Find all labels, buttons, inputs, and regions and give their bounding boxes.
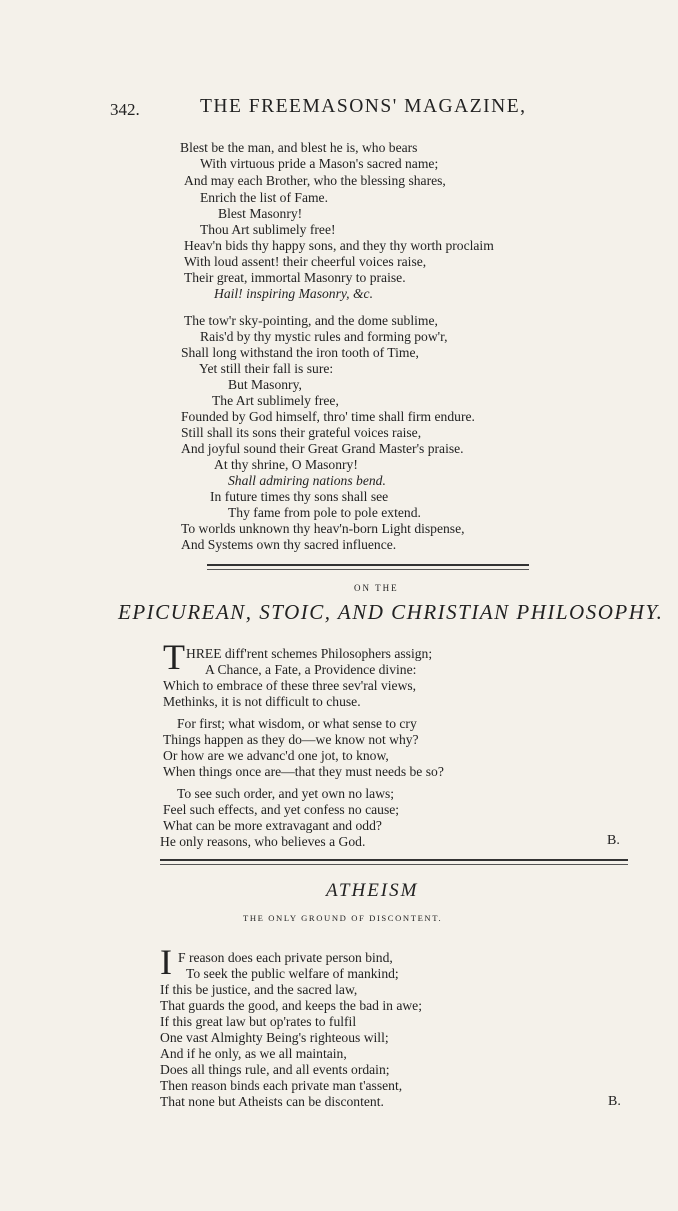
poem-line: But Masonry,: [228, 377, 302, 392]
verse-line: Methinks, it is not difficult to chuse.: [163, 694, 361, 709]
verse-line: To seek the public welfare of mankind;: [186, 966, 399, 981]
page-number: 342.: [110, 100, 140, 119]
poem-line: The tow'r sky-pointing, and the dome sublime,: [184, 313, 438, 328]
drop-cap: I: [160, 942, 172, 982]
poem-line: Their great, immortal Masonry to praise.: [184, 270, 406, 285]
poem-line: Founded by God himself, thro' time shall firm endure.: [181, 409, 475, 424]
verse-line: Does all things rule, and all events ordain;: [160, 1062, 390, 1077]
author-signature: B.: [608, 1094, 621, 1109]
section-divider: [160, 859, 628, 861]
poem-line: Heav'n bids thy happy sons, and they thy worth proclaim: [184, 238, 494, 253]
verse-line: To see such order, and yet own no laws;: [177, 786, 395, 801]
poem-line: Blest be the man, and blest he is, who bears: [180, 140, 418, 155]
verse-line: A Chance, a Fate, a Providence divine:: [205, 662, 417, 677]
article-kicker: ON THE: [354, 583, 399, 593]
poem-line: With loud assent! their cheerful voices raise,: [184, 254, 427, 269]
poem-refrain: Hail! inspiring Masonry, &c.: [214, 286, 373, 301]
poem-line: The Art sublimely free,: [212, 393, 339, 408]
verse-line: That none but Atheists can be discontent.: [160, 1094, 384, 1109]
verse-line: Things happen as they do—we know not why?: [163, 732, 419, 747]
verse-line: Feel such effects, and yet confess no cause;: [163, 802, 400, 817]
verse-line: Or how are we advanc'd one jot, to know,: [163, 748, 389, 763]
section-divider: [207, 569, 529, 570]
running-head: [0, 94, 678, 120]
verse-line: For first; what wisdom, or what sense to cry: [177, 716, 417, 731]
poem-line: To worlds unknown thy heav'n-born Light dispense,: [181, 521, 465, 536]
poem-line: Still shall its sons their grateful voices raise,: [181, 425, 422, 440]
poem-line: Yet still their fall is sure:: [199, 361, 334, 376]
verse-line: Which to embrace of these three sev'ral views,: [163, 678, 417, 693]
verse-line: If this great law but op'rates to fulfil: [160, 1014, 357, 1029]
article-subtitle: THE ONLY GROUND OF DISCONTENT.: [243, 913, 443, 923]
section-divider: [207, 564, 529, 566]
verse-line: One vast Almighty Being's righteous will;: [160, 1030, 389, 1045]
poem-line: And may each Brother, who the blessing shares,: [184, 173, 446, 188]
poem-line: With virtuous pride a Mason's sacred name;: [200, 156, 439, 171]
poem-line: Shall admiring nations bend.: [228, 473, 386, 488]
verse-line: When things once are—that they must needs be so?: [163, 764, 444, 779]
poem-line: Thou Art sublimely free!: [200, 222, 336, 237]
article-title: ATHEISM: [326, 880, 419, 901]
verse-line: And if he only, as we all maintain,: [160, 1046, 347, 1061]
article-title: EPICUREAN, STOIC, AND CHRISTIAN PHILOSOPHY.: [118, 600, 664, 624]
poem-line: And Systems own thy sacred influence.: [181, 537, 397, 552]
verse-line: He only reasons, who believes a God.: [160, 834, 366, 849]
poem-line: At thy shrine, O Masonry!: [214, 457, 358, 472]
poem-line: And joyful sound their Great Grand Master's praise.: [181, 441, 464, 456]
poem-line: Thy fame from pole to pole extend.: [228, 505, 421, 520]
verse-line: Then reason binds each private man t'assent,: [160, 1078, 403, 1093]
poem-line: Rais'd by thy mystic rules and forming pow'r,: [200, 329, 448, 344]
magazine-title: THE FREEMASONS' MAGAZINE,: [200, 96, 527, 117]
verse-line: HREE diff'rent schemes Philosophers assign;: [186, 646, 433, 661]
author-signature: B.: [607, 833, 620, 848]
poem-line: Enrich the list of Fame.: [200, 190, 328, 205]
drop-cap: T: [163, 637, 185, 677]
verse-line: If this be justice, and the sacred law,: [160, 982, 358, 997]
poem-line: Shall long withstand the iron tooth of Time,: [181, 345, 419, 360]
poem-line: In future times thy sons shall see: [210, 489, 389, 504]
verse-line: F reason does each private person bind,: [178, 950, 393, 965]
verse-line: What can be more extravagant and odd?: [163, 818, 382, 833]
verse-line: That guards the good, and keeps the bad in awe;: [160, 998, 422, 1013]
poem-line: Blest Masonry!: [218, 206, 303, 221]
section-divider: [160, 864, 628, 865]
